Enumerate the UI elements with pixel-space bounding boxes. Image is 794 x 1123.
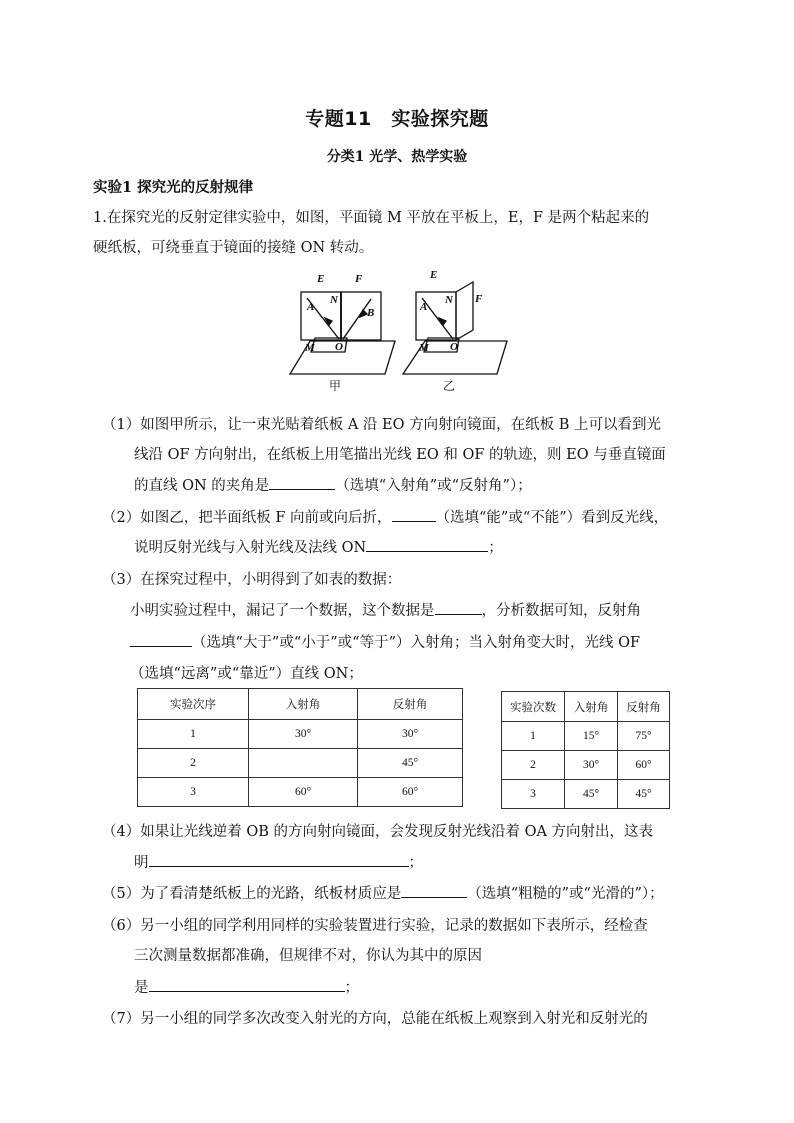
q1-line-3-text: 的直线 ON 的夹角是 [134, 478, 270, 494]
q1-line-1: （1）如图甲所示，让一束光贴着纸板 A 沿 EO 方向射向镜面，在纸板 B 上可以看到光 [102, 417, 661, 433]
q1-line-3-text-b: （选填“入射角”或“反射角”）； [335, 478, 532, 494]
figure-jia-label-e: E [317, 273, 325, 285]
table-cell: 45° [358, 749, 463, 778]
q2-answer-blank-1[interactable] [392, 507, 436, 522]
q3-line-2 [130, 599, 641, 620]
table-row [138, 749, 463, 778]
figure-yi-label-f: F [475, 293, 483, 305]
q2-line-1-text-b: （选填“能”或“不能”）看到反光线， [435, 510, 669, 526]
figure-jia-label-a: A [307, 301, 315, 313]
figure-yi-board-f [456, 282, 473, 340]
figure-yi-label-a: A [420, 301, 428, 313]
table-row [502, 780, 670, 809]
data-table-2 [501, 691, 670, 809]
figure-jia-label-m: M [305, 342, 315, 354]
section-heading: 实验1 探究光的反射规律 [93, 179, 254, 196]
table-cell: 60° [358, 778, 463, 807]
intro-line-1: 1.在探究光的反射定律实验中，如图，平面镜 M 平放在平板上，E，F 是两个粘起来的 [93, 210, 650, 226]
q2-answer-blank-2[interactable] [366, 537, 488, 552]
table-cell: 15° [565, 722, 618, 751]
q2-line-2-text: 说明反射光线与入射光线及法线 ON [134, 540, 367, 556]
q2-line-1-text: （2）如图乙，把半面纸板 F 向前或向后折， [102, 510, 392, 526]
table-1-header: 实验次序 [138, 689, 249, 720]
table-2-header: 入射角 [565, 692, 618, 722]
q2-line-2 [134, 536, 503, 557]
table-row [502, 751, 670, 780]
table-cell: 30° [565, 751, 618, 780]
q3-answer-blank-2[interactable] [130, 632, 192, 647]
table-cell-missing [249, 749, 358, 778]
q4-line-2-text-b: ； [408, 855, 423, 871]
reflection-experiment-figure [285, 266, 510, 391]
figure-yi-label-m: M [419, 342, 429, 354]
q6-line-2: 三次测量数据都准确，但规律不对，你认为其中的原因 [134, 948, 482, 964]
q4-answer-blank[interactable] [149, 852, 409, 867]
table-row [502, 722, 670, 751]
q3-line-2-text-b: ，分析数据可知，反射角 [481, 603, 641, 619]
q6-line-3-text-b: ； [344, 980, 359, 996]
table-row [138, 778, 463, 807]
q6-line-1: （6）另一小组的同学利用同样的实验装置进行实验，记录的数据如下表所示，经检查 [102, 918, 648, 934]
table-cell: 2 [138, 749, 249, 778]
table-1-header: 反射角 [358, 689, 463, 720]
table-row [138, 720, 463, 749]
q3-answer-blank-1[interactable] [435, 600, 482, 615]
q2-line-1 [102, 506, 668, 527]
figure-yi-label-e: E [430, 269, 438, 281]
table-cell: 1 [502, 722, 565, 751]
figure-jia-label-o: O [335, 341, 343, 353]
q4-line-1: （4）如果让光线逆着 OB 的方向射向镜面，会发现反射光线沿着 OA 方向射出，这表 [102, 824, 654, 840]
q6-answer-blank[interactable] [149, 977, 345, 992]
q1-line-3 [134, 474, 532, 495]
figure-caption-jia: 甲 [329, 379, 342, 391]
q1-line-2: 线沿 OF 方向射出，在纸板上用笔描出光线 EO 和 OF 的轨迹，则 EO 与垂直镜面 [134, 447, 666, 463]
subtitle: 分类1 光学、热学实验 [326, 149, 468, 165]
q4-line-2-text: 明 [134, 855, 149, 871]
figure-jia-label-b: B [367, 307, 375, 319]
table-2-header-row [502, 692, 670, 722]
table-2-header: 实验次数 [502, 692, 565, 722]
q7-line-1: （7）另一小组的同学多次改变入射光的方向，总能在纸板上观察到入射光和反射光的 [102, 1011, 648, 1027]
table-cell: 30° [358, 720, 463, 749]
table-cell: 30° [249, 720, 358, 749]
q3-line-3 [130, 631, 640, 652]
intro-line-2: 硬纸板，可绕垂直于镜面的接缝 ON 转动。 [93, 240, 374, 256]
q3-line-1: （3）在探究过程中，小明得到了如表的数据： [102, 572, 402, 588]
page-title: 专题11 实验探究题 [305, 108, 489, 130]
figure-jia-label-f: F [355, 273, 363, 285]
q3-line-3-text: （选填“大于”或“小于”或“等于”）入射角；当入射角变大时，光线 OF [192, 635, 641, 651]
figure-jia-label-n: N [330, 294, 338, 306]
q4-line-2 [134, 851, 423, 872]
q6-line-3-text: 是 [134, 980, 149, 996]
q2-line-2-text-b: ； [488, 540, 503, 556]
data-table-1 [137, 688, 463, 807]
q5-answer-blank[interactable] [401, 883, 467, 898]
table-cell: 3 [138, 778, 249, 807]
table-cell: 45° [565, 780, 618, 809]
q3-line-2-text: 小明实验过程中，漏记了一个数据，这个数据是 [130, 603, 435, 619]
q6-line-3 [134, 976, 359, 997]
table-cell: 2 [502, 751, 565, 780]
table-cell: 60° [618, 751, 670, 780]
table-cell: 45° [618, 780, 670, 809]
figure-yi-label-n: N [445, 294, 453, 306]
q1-answer-blank[interactable] [269, 475, 335, 490]
table-cell: 60° [249, 778, 358, 807]
table-2-header: 反射角 [618, 692, 670, 722]
table-cell: 3 [502, 780, 565, 809]
q5-line-1 [102, 882, 664, 903]
figure-yi-label-o: O [450, 341, 458, 353]
q5-line-1-text: （5）为了看清楚纸板上的光路，纸板材质应是 [102, 886, 402, 902]
table-1-header-row [138, 689, 463, 720]
table-cell: 1 [138, 720, 249, 749]
table-cell: 75° [618, 722, 670, 751]
q3-line-4: （选填“远离”或“靠近”）直线 ON； [130, 666, 363, 682]
figure-caption-yi: 乙 [443, 379, 456, 391]
q5-line-1-text-b: （选填“粗糙的”或“光滑的”）； [467, 886, 664, 902]
table-1-header: 入射角 [249, 689, 358, 720]
